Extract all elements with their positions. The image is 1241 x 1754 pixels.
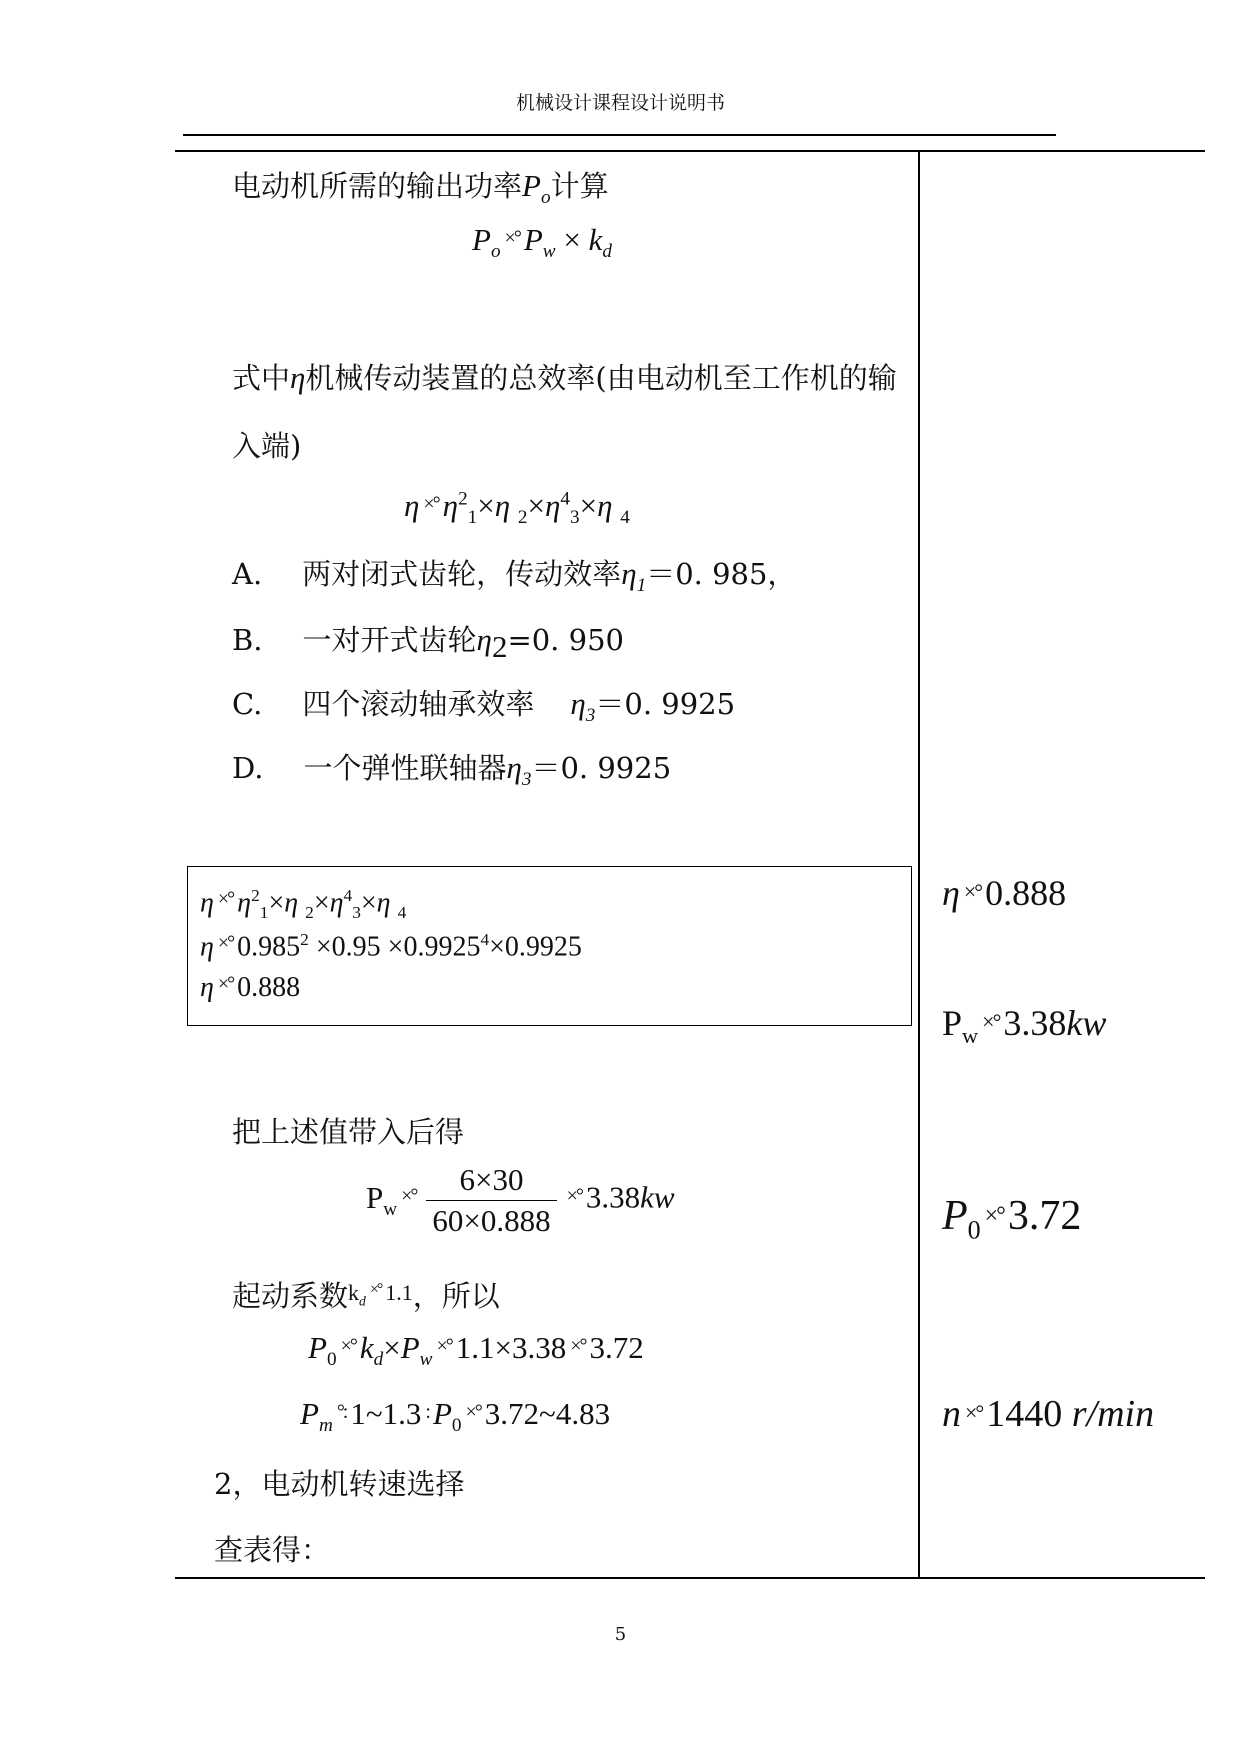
lookup-text: 查表得：: [214, 1533, 331, 1567]
formula-pm: $P_m^\circ$: 1~1.3 : $P_0\times^\circ$ 3.72~4.83: [300, 1396, 611, 1437]
box-line-1: η ×° $\eta^2_1\times\eta$ $_2\times\eta^4_3\times\eta$ $_4$: [200, 886, 407, 922]
formula-p0: $P_0\times^\circ$ $k_d\times P_w\times^\circ$ 1.1×3.38 ×° 3.72: [308, 1330, 644, 1371]
result-p0: $P_0 \times^\circ 3.72$: [942, 1193, 1082, 1245]
start-coef-text: 起动系数$^{k_d^{\times^\circ} 1.1}$，所以: [232, 1279, 500, 1313]
result-pw: $P_w\times^\circ$ 3.38kw: [942, 1003, 1107, 1049]
list-item: C. 四个滚动轴承效率 $\eta_3=0$. 9925: [232, 686, 736, 727]
list-item: A. 两对闭式齿轮，传动效率$\eta_1=0$. 985，: [232, 556, 797, 597]
list-item: B. 一对开式齿轮$\eta_2=0$. 950: [232, 622, 624, 664]
formula-pw: $P_w\times^\circ$ $\frac{6\times 30}{60\times 0.888}$ ×° 3.38kw: [366, 1162, 675, 1238]
list-item: D. 一个弹性联轴器$\eta_3=0$. 9925: [232, 750, 672, 791]
power-intro: 电动机所需的输出功率$P_o$计算: [232, 168, 609, 209]
section-2-heading: 2，电动机转速选择: [214, 1467, 465, 1501]
table-bottom-border: [175, 1577, 1205, 1579]
page-header: 机械设计课程设计说明书: [515, 92, 725, 114]
result-eta: η ×° 0.888: [942, 873, 1067, 913]
box-line-3: η ×° 0.888: [200, 972, 301, 1003]
substitute-text: 把上述值带入后得: [232, 1115, 465, 1149]
result-speed: n ×° 1440 r/min: [942, 1393, 1155, 1435]
table-top-border: [175, 150, 1205, 152]
efficiency-desc-line2: 入端): [232, 429, 302, 463]
box-line-2: η ×° $0.985^2 \times 0.95 \times 0.9925^4\times 0.9925$: [200, 930, 582, 963]
page-number: 5: [614, 1624, 627, 1645]
table-column-divider: [918, 150, 920, 1578]
efficiency-desc-line1: 式中η机械传动装置的总效率(由电动机至工作机的输: [232, 360, 897, 395]
formula-eta: η ×° $\eta^2_1\times\eta$ $_2\times\eta^4_3\times\eta$ $_4$: [404, 488, 630, 529]
formula-po: $P_o\times^\circ$ $P_w \times k_d$: [472, 222, 612, 263]
header-rule: [183, 134, 1056, 136]
